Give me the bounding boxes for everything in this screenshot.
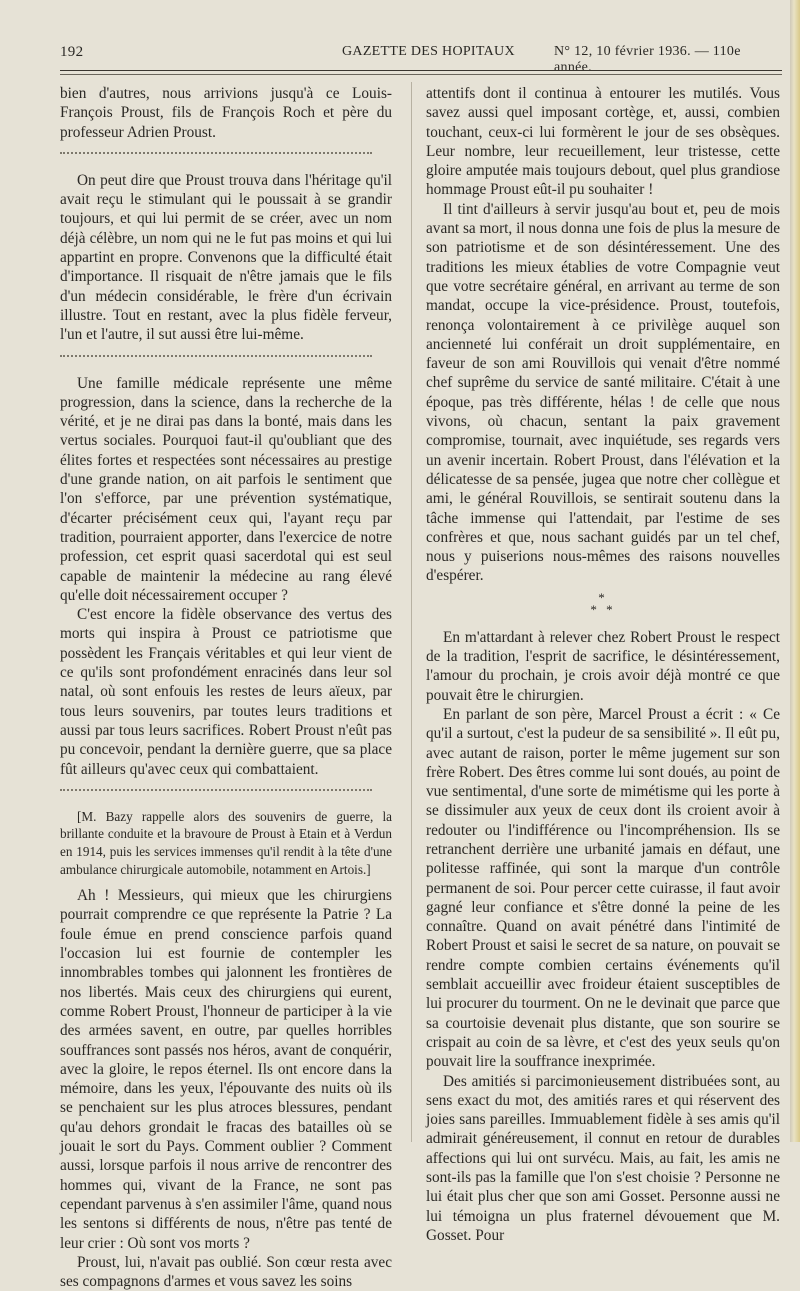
paragraph: Des amitiés si parcimonieusement distribuées sont, au sens exact du mot, des amitiés rares et qui réservent des joies sans pareilles. Immuablement fidèle à ses amis qu'il admirait généreusement, il connut en retour de durables affections qui lui ont survécu. Mais, au fait, les amis ne sont-ils pas la famille que l'on s'est choisie ? Personne ne lui était plus cher que son ami Gosset. Personne aussi ne lui témoigna un plus fraternel dévouement que M. Gosset. Pour bbox=[426, 1072, 780, 1244]
paragraph: En parlant de son père, Marcel Proust a écrit : « Ce qu'il a surtout, c'est la pudeur de sa sensibilité ». Il eût pu, avec autant de raison, porter le même jugement sur son frère Robert. Des êtres comme lui sont doués, au point de vue sentimental, d'une sorte de mimétisme qui les porte à se dissimuler aux yeux de ceux dont ils croient avoir à redouter ou l'indifférence ou l'incompréhension. Ils se retranchent derrière une urbanité jamais en défaut, une politesse raffinée, qui sont la marque d'un contrôle permanent de soi. Pour percer cette cuirasse, il faut avoir gagné leur confiance et s'être donné la peine de les connaître. Quand on avait pénétré dans l'intimité de Robert Proust et saisi le secret de sa nature, on pouvait se rendre compte combien certains événements qu'il semblait accueillir avec froideur étaient susceptibles de lui procurer du tourment. On ne le devinait que parce que sa courtoisie devenait plus distante, que son sourire se crispait au coin de sa lèvre, et c'est des yeux seuls qu'on pouvait lire la souffrance inexprimée. bbox=[426, 705, 780, 1071]
paragraph: Il tint d'ailleurs à servir jusqu'au bout et, peu de mois avant sa mort, il nous donna une fois de plus la mesure de son patriotisme et de son désintéressement. Une des traditions les mieux établies de votre Compagnie veut que votre secrétaire général, en arrivant au terme de son mandat, occupe la vice-présidence. Proust, toutefois, renonça volontairement à ce privilège auquel son ancienneté lui conférait un droit supplémentaire, en faveur de son ami Rouvillois qui venait d'être nommé chef suprême du service de santé militaire. C'était à une époque, pas très différente, hélas ! de celle que nous vivons, où chacun, sentant la paix gravement compromise, tournait, avec inquiétude, ses regards vers un avenir incertain. Robert Proust, dans l'élévation et la délicatesse de sa pensée, jugea que notre cher collègue et ami, le général Rouvillois, se sentirait soutenu dans la tâche immense qui l'attendait, par l'estime de ses confrères et que, nous sachant guidés par un tel chef, nous y puiserions nous-mêmes des raisons nouvelles d'espérer. bbox=[426, 200, 780, 585]
left-column bbox=[60, 84, 392, 1291]
paragraph: On peut dire que Proust trouva dans l'héritage qu'il avait reçu le stimulant qui le poussait à se grandir toujours, et qui lui permit de se créer, avec un nom déjà célèbre, un nom qui ne le fut pas moins et qui lui appartint en propre. Convenons que la difficulté était d'importance. Il risquait de n'être jamais que le fils d'un médecin considérable, le frère d'un écrivain illustre. Tout en restant, avec la plus fidèle ferveur, l'un et l'autre, il sut aussi être lui-même. bbox=[60, 171, 392, 344]
section-break-dots bbox=[60, 152, 372, 173]
header-rule bbox=[60, 70, 782, 71]
header-rule-thin bbox=[60, 74, 782, 75]
section-break-dots bbox=[60, 355, 372, 376]
paragraph: bien d'autres, nous arrivions jusqu'à ce Louis-François Proust, fils de François Roch et père du professeur Adrien Proust. bbox=[60, 85, 392, 141]
paragraph: Proust, lui, n'avait pas oublié. Son cœur resta avec ses compagnons d'armes et vous savez les soins bbox=[60, 1253, 392, 1291]
paragraph: C'est encore la fidèle observance des vertus des morts qui inspira à Proust ce patriotisme que possèdent les Français véritables et qui leur vient de ce qu'ils sont profondément enracinés dans leur sol natal, où sont enfouis les restes de leurs aïeux, par tous leurs souvenirs, par toutes leurs traditions et aussi par tous leurs sacrifices. Robert Proust n'eût pas pu concevoir, pendant la dernière guerre, que sa place fût ailleurs qu'avec ceux qui combattaient. bbox=[60, 606, 392, 778]
paragraph: Une famille médicale représente une même progression, dans la science, dans la recherche de la vérité, et je ne dirai pas dans la bonté, mais dans les vertus sociales. Pourquoi faut-il qu'oubliant que des élites fortes et respectées sont nécessaires au prestige d'une grande nation, on ait parfois le sentiment que l'on s'efforce, par une prévention systématique, d'écarter précisément ceux qui, l'ayant reçu par tradition, pourraient apporter, dans l'exercice de notre profession, cet esprit quasi sacerdotal qui est seul capable de maintenir la médecine au rang élevé qu'elle doit nécessairement occuper ? bbox=[60, 374, 392, 604]
journal-title: GAZETTE DES HOPITAUX bbox=[342, 44, 515, 59]
column-separator bbox=[411, 82, 412, 1142]
asterism: * * * bbox=[590, 589, 616, 617]
scan-edge bbox=[790, 0, 800, 1142]
running-header bbox=[60, 42, 780, 75]
issue-date: N° 12, 10 février 1936. — 110e année. bbox=[554, 44, 741, 75]
section-break-dots bbox=[60, 789, 372, 810]
paragraph: Ah ! Messieurs, qui mieux que les chirurgiens pourrait comprendre ce que représente la Patrie ? La foule émue en prend conscience parfois quand l'occasion lui est fournie de contempler les innombrables tombes qui jalonnent les frontières de nos libertés. Mais ceux des chirurgiens qui eurent, comme Robert Proust, l'honneur de participer à la vie des armées savent, en outre, par quelles horribles souffrances sont passés nos héros, avant de conquérir, avec la gloire, le repos éternel. Ils ont encore dans la mémoire, dans les yeux, l'épouvante des nuits où ils se penchaient sur les plus atroces blessures, pendant qu'au dehors grondait le fracas des batailles où se jouait le sort du Pays. Comment oublier ? Comment aussi, lorsque parfois il nous arrive de rencontrer des hommes qui, vivant de la France, ne sont pas cependant parvenus à s'en assimiler l'âme, quand nous les sentons si différents de nous, n'être pas tenté de leur crier : Où sont vos morts ? bbox=[60, 887, 392, 1252]
paragraph: En m'attardant à relever chez Robert Proust le respect de la tradition, l'esprit de sacrifice, le désintéressement, l'amour du prochain, je crois avoir déjà montré ce que pouvait être le chirurgien. bbox=[426, 628, 780, 704]
right-column bbox=[426, 84, 780, 1245]
page-number: 192 bbox=[60, 44, 84, 60]
editorial-note: [M. Bazy rappelle alors des souvenirs de guerre, la brillante conduite et la bravoure de Proust à Etain et à Verdun en 1914, puis les services immenses qu'il rendit à la tête d'une ambulance chirurgicale automobile, notamment en Artois.] bbox=[60, 808, 392, 877]
paragraph: attentifs dont il continua à entourer les mutilés. Vous savez aussi quel imposant cortège, et, aussi, combien touchant, ceux-ci lui formèrent le jour de ses obsèques. Leur nombre, leur recueillement, leur tristesse, cette gloire amputée mais toujours debout, quel plus grandiose hommage Proust eût-il pu souhaiter ! bbox=[426, 85, 780, 199]
